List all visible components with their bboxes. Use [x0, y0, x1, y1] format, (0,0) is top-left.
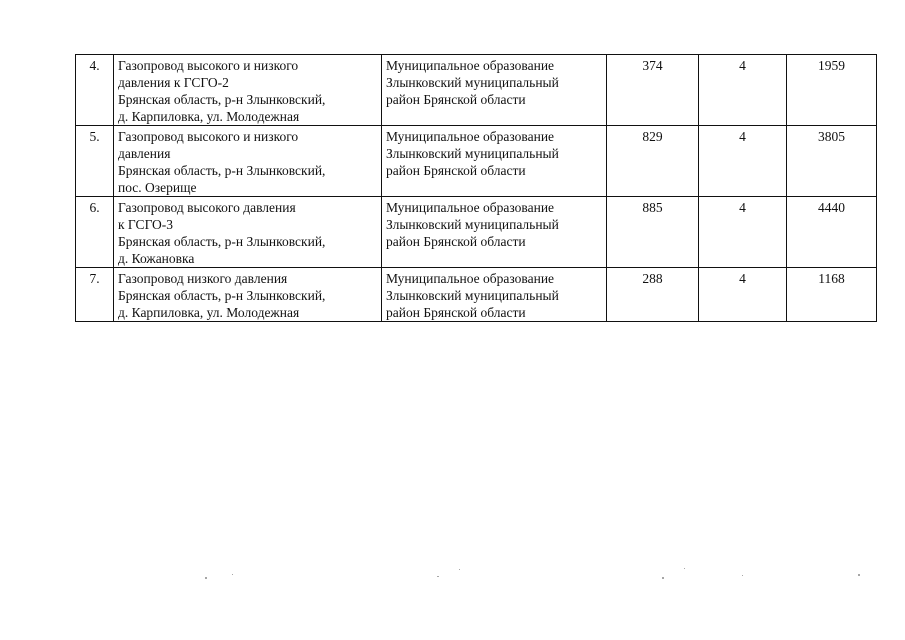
- scan-speck: [742, 575, 743, 576]
- table-row: [76, 126, 877, 197]
- row-number: 4.: [76, 55, 114, 126]
- length-cell: 374: [607, 55, 699, 126]
- owner-line: Муниципальное образование: [386, 58, 555, 73]
- category-cell: 4: [699, 197, 787, 268]
- pipeline-name-line: Газопровод высокого давления: [118, 200, 296, 215]
- owner-cell: [382, 55, 607, 126]
- scan-speck: [437, 576, 439, 577]
- pipeline-name-cell: [114, 197, 382, 268]
- pipeline-name-cell: [114, 55, 382, 126]
- length-cell: 288: [607, 268, 699, 322]
- scan-speck: [459, 569, 460, 570]
- pipeline-name-line: Газопровод высокого и низкого: [118, 129, 299, 144]
- row-number: 7.: [76, 268, 114, 322]
- owner-line: Муниципальное образование: [386, 200, 555, 215]
- pipeline-name-line: д. Кожановка: [118, 251, 195, 266]
- year-cell: 1959: [787, 55, 877, 126]
- scan-speck: [858, 574, 860, 576]
- pipeline-name-line: Газопровод низкого давления: [118, 271, 288, 286]
- scan-speck: [684, 568, 685, 569]
- owner-line: район Брянской области: [386, 234, 526, 249]
- owner-cell: [382, 197, 607, 268]
- gas-pipeline-table: [75, 54, 877, 322]
- owner-line: Злынковский муниципальный: [386, 288, 559, 303]
- year-cell: 3805: [787, 126, 877, 197]
- category-cell: 4: [699, 268, 787, 322]
- pipeline-name-line: пос. Озерище: [118, 180, 197, 195]
- table-row: [76, 55, 877, 126]
- row-number: 5.: [76, 126, 114, 197]
- owner-line: Муниципальное образование: [386, 271, 555, 286]
- owner-line: район Брянской области: [386, 305, 526, 320]
- owner-cell: [382, 268, 607, 322]
- scan-speck: [662, 577, 664, 579]
- category-cell: 4: [699, 55, 787, 126]
- pipeline-name-cell: [114, 126, 382, 197]
- owner-line: Злынковский муниципальный: [386, 146, 559, 161]
- pipeline-name-line: Брянская область, р-н Злынковский,: [118, 92, 326, 107]
- owner-line: Злынковский муниципальный: [386, 75, 559, 90]
- length-cell: 885: [607, 197, 699, 268]
- table-row: [76, 268, 877, 322]
- owner-line: Злынковский муниципальный: [386, 217, 559, 232]
- owner-line: район Брянской области: [386, 92, 526, 107]
- scan-speck: [205, 577, 207, 579]
- pipeline-name-line: Брянская область, р-н Злынковский,: [118, 234, 326, 249]
- pipeline-name-line: Брянская область, р-н Злынковский,: [118, 163, 326, 178]
- row-number: 6.: [76, 197, 114, 268]
- pipeline-name-cell: [114, 268, 382, 322]
- length-cell: 829: [607, 126, 699, 197]
- pipeline-name-line: Брянская область, р-н Злынковский,: [118, 288, 326, 303]
- pipeline-name-line: давления к ГСГО-2: [118, 75, 229, 90]
- pipeline-name-line: к ГСГО-3: [118, 217, 174, 232]
- table-row: [76, 197, 877, 268]
- owner-line: район Брянской области: [386, 163, 526, 178]
- category-cell: 4: [699, 126, 787, 197]
- pipeline-name-line: Газопровод высокого и низкого: [118, 58, 299, 73]
- owner-line: Муниципальное образование: [386, 129, 555, 144]
- year-cell: 4440: [787, 197, 877, 268]
- pipeline-name-line: д. Карпиловка, ул. Молодежная: [118, 109, 300, 124]
- scan-speck: [232, 574, 233, 575]
- owner-cell: [382, 126, 607, 197]
- pipeline-name-line: д. Карпиловка, ул. Молодежная: [118, 305, 300, 320]
- pipeline-name-line: давления: [118, 146, 171, 161]
- year-cell: 1168: [787, 268, 877, 322]
